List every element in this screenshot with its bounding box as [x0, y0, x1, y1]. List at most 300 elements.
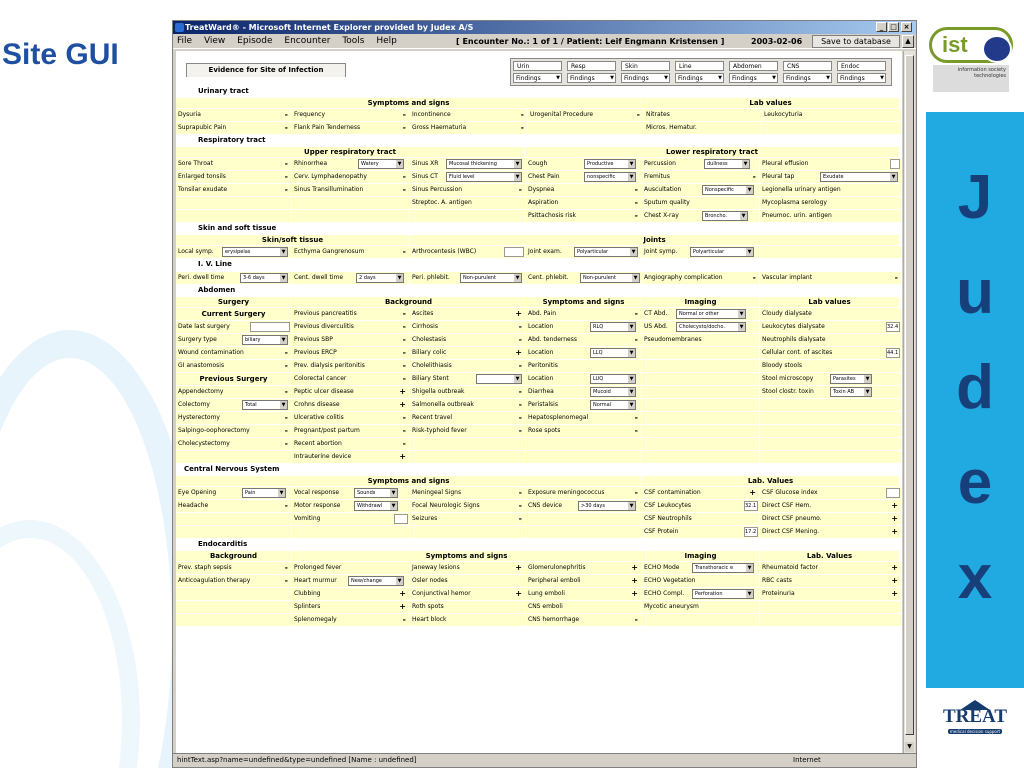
finding-select[interactable]: dullness ▼ [704, 159, 750, 169]
finding-select[interactable]: Polyarticular ▼ [574, 247, 638, 257]
form-cell[interactable] [410, 109, 528, 121]
menu-episode[interactable]: Episode [237, 36, 273, 46]
finding-toggle[interactable]: - [284, 185, 288, 194]
form-cell[interactable] [760, 588, 902, 600]
form-cell[interactable] [526, 588, 642, 600]
table-row [176, 600, 902, 613]
finding-toggle[interactable]: - [402, 374, 406, 383]
form-cell[interactable] [642, 487, 760, 499]
form-cell[interactable] [410, 412, 526, 424]
finding-toggle[interactable]: - [402, 185, 406, 194]
finding-toggle[interactable]: + [399, 589, 406, 598]
cell-label: Cholestasis [412, 336, 447, 343]
form-cell[interactable] [526, 210, 642, 222]
form-cell[interactable] [410, 334, 526, 346]
form-cell[interactable] [526, 575, 642, 587]
finding-select[interactable]: New/change ▼ [348, 576, 404, 586]
cell-label: Peri. dwell time [178, 274, 225, 281]
finding-toggle[interactable]: - [634, 335, 638, 344]
form-cell [292, 158, 410, 170]
finding-toggle[interactable]: - [634, 198, 638, 207]
form-cell [644, 109, 762, 121]
form-cell [410, 575, 526, 587]
cell-label: Cent. dwell time [294, 274, 344, 281]
judex-letter: u [956, 258, 994, 327]
finding-toggle[interactable]: - [402, 309, 406, 318]
finding-toggle[interactable]: - [634, 413, 638, 422]
form-cell [176, 526, 292, 538]
form-cell [642, 500, 760, 512]
form-cell [642, 575, 760, 587]
form-cell[interactable] [176, 575, 292, 587]
form-cell [760, 601, 902, 613]
value-field[interactable]: 17.2 [745, 529, 757, 535]
finding-toggle[interactable]: + [399, 387, 406, 396]
maximize-button[interactable]: □ [888, 22, 899, 32]
value-field[interactable]: 32.4 [887, 324, 899, 330]
cell-label: Psittachosis risk [528, 212, 577, 219]
form-cell[interactable] [526, 308, 642, 320]
form-cell [526, 513, 642, 525]
finding-select[interactable]: nonspecific ▼ [584, 172, 636, 182]
form-cell[interactable] [526, 614, 642, 626]
finding-select[interactable] [476, 374, 522, 384]
finding-toggle[interactable]: - [402, 335, 406, 344]
finding-select[interactable]: Nonspecific ▼ [702, 185, 754, 195]
cell-label: Location [528, 375, 554, 382]
column-header: Lower respiratory tract [525, 147, 900, 157]
finding-toggle[interactable]: - [284, 123, 288, 132]
column-header: Symptoms and signs [176, 476, 642, 486]
form-cell[interactable] [176, 360, 292, 372]
finding-select[interactable]: Normal ▼ [590, 400, 636, 410]
table-row [176, 437, 902, 450]
finding-toggle[interactable]: + [891, 563, 898, 572]
cell-label: RBC casts [762, 577, 792, 584]
form-cell[interactable] [760, 575, 902, 587]
finding-toggle[interactable]: + [891, 576, 898, 585]
finding-select[interactable]: Mucoid ▼ [590, 387, 636, 397]
cell-label: Vomiting [294, 515, 321, 522]
value-field[interactable] [250, 322, 290, 332]
cell-label: Sinus XR [412, 160, 439, 167]
form-cell[interactable] [410, 588, 526, 600]
form-cell[interactable] [526, 562, 642, 574]
value-field[interactable]: 44.1 [887, 350, 899, 356]
table-row [176, 561, 902, 574]
column-header: Background [176, 551, 292, 561]
judex-letter: d [956, 353, 994, 422]
form-cell[interactable] [176, 562, 292, 574]
form-cell[interactable] [410, 184, 526, 196]
form-cell[interactable] [526, 487, 642, 499]
cell-label: Leukocytes dialysate [762, 323, 825, 330]
form-cell[interactable] [292, 451, 410, 463]
cell-label: Abd. Pain [528, 310, 557, 317]
evidence-tab[interactable]: Evidence for Site of Infection [186, 63, 346, 77]
finding-toggle[interactable]: - [634, 615, 638, 624]
cell-label: Wound contamination [178, 349, 244, 356]
form-cell[interactable] [292, 308, 410, 320]
menu-view[interactable]: View [203, 36, 226, 46]
form-cell[interactable] [410, 321, 526, 333]
table-row [176, 271, 902, 284]
scroll-down-icon[interactable]: ▼ [905, 742, 914, 752]
finding-select[interactable]: Perforation ▼ [692, 589, 754, 599]
finding-toggle[interactable]: - [518, 514, 522, 523]
form-cell [292, 562, 410, 574]
cell-label: Neutrophils dialysate [762, 336, 826, 343]
cell-label: Diarrhea [528, 388, 554, 395]
cell-label: Peristalsis [528, 401, 558, 408]
cell-label: Colorectal cancer [294, 375, 347, 382]
finding-toggle[interactable]: + [399, 452, 406, 461]
finding-toggle[interactable]: - [402, 348, 406, 357]
menu-tools[interactable]: Tools [342, 36, 365, 46]
form-cell[interactable] [292, 425, 410, 437]
form-cell[interactable] [176, 122, 292, 134]
finding-select[interactable]: Toxin AB ▼ [830, 387, 872, 397]
form-cell[interactable] [176, 109, 292, 121]
table-row [176, 121, 902, 134]
encounter-info: [ Encounter No.: 1 of 1 / Patient: Leif Engmann Kristensen ] [456, 37, 725, 46]
finding-toggle[interactable]: - [284, 439, 288, 448]
finding-select[interactable]: LUQ ▼ [590, 374, 636, 384]
form-cell [526, 171, 642, 183]
finding-toggle[interactable]: - [518, 400, 522, 409]
finding-toggle[interactable]: - [284, 387, 288, 396]
finding-toggle[interactable]: + [399, 400, 406, 409]
save-to-database-button[interactable]: Save to database [812, 35, 900, 48]
finding-toggle[interactable]: - [402, 110, 406, 119]
finding-toggle[interactable]: - [402, 439, 406, 448]
cell-label: Janeway lesions [412, 564, 460, 571]
finding-toggle[interactable]: - [402, 247, 406, 256]
cell-label: Ascites [412, 310, 434, 317]
cell-label: Splinters [294, 603, 321, 610]
section-title: Urinary tract [198, 87, 249, 95]
finding-select[interactable]: Sounds ▼ [354, 488, 398, 498]
cell-label: Colectomy [178, 401, 210, 408]
finding-toggle[interactable]: - [402, 123, 406, 132]
finding-toggle[interactable]: - [634, 309, 638, 318]
cell-label: Location [528, 349, 554, 356]
finding-select[interactable]: Pain ▼ [242, 488, 286, 498]
finding-toggle[interactable]: - [518, 335, 522, 344]
finding-toggle[interactable]: - [520, 110, 524, 119]
finding-toggle[interactable]: + [891, 501, 898, 510]
column-header: Joints [410, 235, 900, 245]
cell-label: Sinus Percussion [412, 186, 463, 193]
finding-toggle[interactable]: + [631, 563, 638, 572]
finding-toggle[interactable]: - [284, 576, 288, 585]
form-cell[interactable] [292, 386, 410, 398]
finding-select[interactable]: Mucosal thickening ▼ [446, 159, 522, 169]
table-row [176, 450, 902, 463]
form-cell[interactable] [292, 122, 410, 134]
finding-toggle[interactable]: + [515, 563, 522, 572]
finding-select[interactable]: Total ▼ [242, 400, 288, 410]
form-cell[interactable] [176, 412, 292, 424]
finding-toggle[interactable]: - [284, 110, 288, 119]
finding-toggle[interactable]: + [631, 589, 638, 598]
finding-toggle[interactable]: - [402, 172, 406, 181]
form-cell [642, 308, 760, 320]
finding-toggle[interactable]: + [749, 488, 756, 497]
form-cell [760, 197, 902, 209]
form-cell [760, 321, 902, 333]
column-header: Lab. Values [642, 476, 900, 486]
finding-select[interactable]: LLQ ▼ [590, 348, 636, 358]
form-cell[interactable] [176, 438, 292, 450]
finding-select[interactable]: Productive ▼ [584, 159, 636, 169]
finding-toggle[interactable]: - [752, 273, 756, 282]
form-cell [642, 588, 760, 600]
table-row [176, 320, 902, 333]
finding-select[interactable]: Transthoracic e ▼ [692, 563, 754, 573]
finding-toggle[interactable]: - [894, 273, 898, 282]
finding-select[interactable]: Watery ▼ [358, 159, 404, 169]
form-cell [292, 526, 410, 538]
finding-select[interactable]: Normal or other ▼ [676, 309, 746, 319]
cell-label: CT Abd. [644, 310, 668, 317]
finding-toggle[interactable]: - [518, 361, 522, 370]
finding-toggle[interactable]: - [402, 615, 406, 624]
form-cell[interactable] [526, 184, 642, 196]
menu-file[interactable]: File [177, 36, 193, 46]
scroll-up-icon[interactable]: ▲ [902, 35, 914, 48]
cell-label: Abd. tenderness [528, 336, 577, 343]
form-cell[interactable] [176, 347, 292, 359]
cell-label: Pseudomembranes [644, 336, 702, 343]
cell-label: CNS device [528, 502, 563, 509]
finding-select[interactable]: Broncho. ▼ [702, 211, 748, 221]
finding-toggle[interactable]: + [891, 527, 898, 536]
cell-label: Recent abortion [294, 440, 342, 447]
finding-toggle[interactable]: - [402, 361, 406, 370]
form-cell[interactable] [760, 513, 902, 525]
finding-toggle[interactable]: - [518, 413, 522, 422]
form-cell[interactable] [176, 500, 292, 512]
finding-toggle[interactable]: - [636, 110, 640, 119]
form-cell[interactable] [410, 347, 526, 359]
finding-toggle[interactable]: - [284, 361, 288, 370]
finding-toggle[interactable]: + [515, 309, 522, 318]
form-cell[interactable] [526, 412, 642, 424]
cell-label: Aspiration [528, 199, 559, 206]
finding-select[interactable]: 2 days ▼ [356, 273, 404, 283]
table-row [176, 424, 902, 437]
finding-select[interactable]: Cholecysto/docho. ▼ [676, 322, 746, 332]
finding-toggle[interactable]: - [284, 159, 288, 168]
form-cell[interactable] [410, 122, 528, 134]
status-text: hintText.asp?name=undefined&type=undefined [Name : undefined] [177, 756, 417, 764]
form-cell [642, 158, 760, 170]
form-cell [760, 373, 902, 385]
scroll-thumb[interactable] [905, 55, 914, 735]
form-cell[interactable] [528, 109, 644, 121]
value-field[interactable] [504, 247, 524, 257]
form-cell [760, 272, 902, 284]
finding-toggle[interactable]: - [520, 123, 524, 132]
menu-encounter[interactable]: Encounter [284, 36, 331, 46]
finding-select[interactable]: Non-purulent ▼ [580, 273, 640, 283]
form-cell [176, 451, 292, 463]
finding-toggle[interactable]: - [518, 501, 522, 510]
table-row [176, 170, 902, 183]
judex-letter: e [957, 448, 993, 517]
finding-toggle[interactable]: - [402, 426, 406, 435]
form-cell[interactable] [292, 321, 410, 333]
finding-select[interactable]: biliary ▼ [242, 335, 288, 345]
finding-select[interactable]: RLQ ▼ [590, 322, 636, 332]
table-row [176, 587, 902, 600]
finding-toggle[interactable]: - [752, 172, 756, 181]
finding-select[interactable]: Withdrawl ▼ [354, 501, 398, 511]
finding-toggle[interactable]: - [518, 426, 522, 435]
finding-select[interactable]: >30 days ▼ [578, 501, 636, 511]
form-cell[interactable] [526, 425, 642, 437]
finding-toggle[interactable]: - [402, 413, 406, 422]
form-cell [526, 500, 642, 512]
form-cell[interactable] [176, 171, 292, 183]
form-cell[interactable] [410, 562, 526, 574]
form-cell[interactable] [410, 513, 526, 525]
form-cell[interactable] [176, 158, 292, 170]
finding-toggle[interactable]: - [518, 488, 522, 497]
cell-label: Stool clostr. toxin [762, 388, 814, 395]
cell-label: Incontinence [412, 111, 451, 118]
value-field[interactable]: 32.1 [745, 503, 757, 509]
form-cell[interactable] [410, 386, 526, 398]
finding-toggle[interactable]: - [284, 172, 288, 181]
finding-toggle[interactable]: + [515, 348, 522, 357]
finding-toggle[interactable]: - [634, 488, 638, 497]
category-line: Line Findings ▼ [675, 61, 724, 83]
finding-select[interactable]: Parasites ▼ [830, 374, 872, 384]
finding-toggle[interactable]: - [634, 426, 638, 435]
form-cell [292, 487, 410, 499]
judex-letter: x [957, 543, 993, 612]
form-cell[interactable] [410, 425, 526, 437]
finding-toggle[interactable]: + [515, 589, 522, 598]
cell-label: Ecthyma Gangrenosum [294, 248, 365, 255]
value-field[interactable] [890, 159, 900, 169]
form-cell[interactable] [410, 487, 526, 499]
table-row [176, 525, 902, 538]
form-cell[interactable] [410, 360, 526, 372]
minimize-button[interactable]: _ [876, 22, 887, 32]
form-cell [642, 246, 760, 258]
form-cell[interactable] [526, 197, 642, 209]
finding-toggle[interactable]: - [518, 387, 522, 396]
table-row [176, 486, 902, 499]
form-cell[interactable] [292, 360, 410, 372]
finding-toggle[interactable]: - [402, 322, 406, 331]
finding-toggle[interactable]: - [634, 185, 638, 194]
finding-toggle[interactable]: - [284, 501, 288, 510]
form-cell[interactable] [176, 386, 292, 398]
finding-toggle[interactable]: - [518, 322, 522, 331]
finding-toggle[interactable]: + [891, 514, 898, 523]
cell-label: Risk-typhoid fever [412, 427, 467, 434]
form-cell[interactable] [292, 588, 410, 600]
finding-toggle[interactable]: + [631, 576, 638, 585]
form-cell[interactable] [642, 171, 760, 183]
form-cell [292, 246, 410, 258]
form-cell[interactable] [292, 373, 410, 385]
finding-toggle[interactable]: - [284, 563, 288, 572]
finding-select[interactable]: 3-6 days ▼ [240, 273, 288, 283]
finding-toggle[interactable]: - [634, 211, 638, 220]
finding-select[interactable]: Fluid level ▼ [446, 172, 522, 182]
finding-toggle[interactable]: + [891, 589, 898, 598]
category-selector [510, 58, 892, 86]
cell-label: Hysterectomy [178, 414, 220, 421]
cell-label: CSF contamination [644, 489, 701, 496]
finding-select[interactable]: Polyarticular ▼ [690, 247, 754, 257]
form-cell[interactable] [292, 347, 410, 359]
form-cell[interactable] [292, 614, 410, 626]
finding-select[interactable]: Non-purulent ▼ [460, 273, 522, 283]
finding-toggle[interactable]: - [284, 413, 288, 422]
cell-label: Chest X-ray [644, 212, 679, 219]
section-title: Abdomen [198, 286, 236, 294]
form-cell[interactable] [526, 334, 642, 346]
form-cell [642, 334, 760, 346]
form-cell[interactable] [760, 526, 902, 538]
close-button[interactable]: × [901, 22, 912, 32]
finding-toggle[interactable]: - [284, 426, 288, 435]
vertical-scrollbar[interactable] [903, 51, 915, 753]
finding-select[interactable]: erysipelas ▼ [222, 247, 288, 257]
form-cell[interactable] [410, 399, 526, 411]
column-header: Symptoms and signs [292, 551, 642, 561]
finding-toggle[interactable]: - [284, 348, 288, 357]
form-cell[interactable] [292, 438, 410, 450]
form-cell [176, 487, 292, 499]
section-title: I. V. Line [198, 260, 232, 268]
finding-toggle[interactable]: + [399, 602, 406, 611]
form-cell[interactable] [760, 500, 902, 512]
cell-label: Legionella urinary antigen [762, 186, 841, 193]
ie-icon [175, 23, 184, 32]
form-cell[interactable] [176, 425, 292, 437]
form-cell[interactable] [410, 308, 526, 320]
form-cell [176, 210, 292, 222]
form-cell[interactable] [760, 562, 902, 574]
cell-label: Pleural tap [762, 173, 795, 180]
value-field[interactable] [886, 488, 900, 498]
form-cell[interactable] [292, 171, 410, 183]
cell-label: Previous SBP [294, 336, 333, 343]
form-cell[interactable] [292, 109, 410, 121]
form-cell [642, 601, 760, 613]
finding-select[interactable]: Exudate ▼ [820, 172, 898, 182]
form-cell[interactable] [292, 334, 410, 346]
form-cell[interactable] [176, 184, 292, 196]
cell-label: Direct CSF Hem. [762, 502, 812, 509]
form-cell[interactable] [292, 399, 410, 411]
menu-help[interactable]: Help [376, 36, 397, 46]
finding-toggle[interactable]: - [518, 185, 522, 194]
value-field[interactable] [394, 514, 408, 524]
form-cell[interactable] [292, 601, 410, 613]
form-cell[interactable] [292, 184, 410, 196]
form-cell[interactable] [410, 500, 526, 512]
cell-label: Frequency [294, 111, 325, 118]
form-cell[interactable] [292, 412, 410, 424]
